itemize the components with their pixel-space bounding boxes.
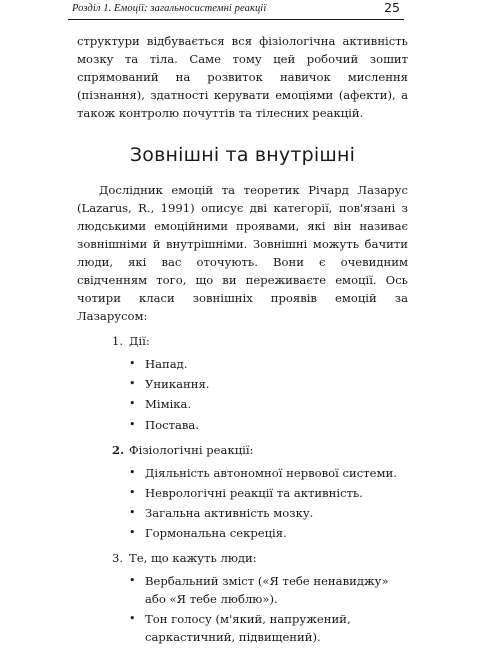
bullet-icon: • xyxy=(129,612,136,626)
list-item xyxy=(129,355,408,373)
class-number: 1. xyxy=(112,334,124,348)
list-item-text: Неврологічні реакції та активність. xyxy=(145,485,363,500)
section-heading: Зовнішні та внутрішні xyxy=(129,144,356,166)
bullet-icon: • xyxy=(129,526,136,540)
list-item xyxy=(129,572,408,608)
list-item xyxy=(129,524,408,542)
class-examples-list xyxy=(129,572,408,646)
class-examples-list xyxy=(129,355,408,434)
list-item-text: Напад. xyxy=(145,357,188,371)
intro-paragraph: структури відбувається вся фізіологічна активність мозку та тіла. Саме тому цей робочий зошит спрямований на розвиток навичок мислення (пізнання), здатності керувати емоціями (афекти), а також контролю почуттів та тілесних реакцій. xyxy=(77,34,408,120)
bullet-icon: • xyxy=(129,377,136,391)
bullet-icon: • xyxy=(129,397,136,411)
list-item xyxy=(129,375,408,393)
class-number: 3. xyxy=(112,551,124,566)
list-item-text: Гормональна секреція. xyxy=(145,526,287,541)
list-item xyxy=(129,484,408,502)
class-title: Фізіологічні реакції: xyxy=(129,442,254,457)
bullet-icon: • xyxy=(129,505,136,519)
class-number: 2. xyxy=(112,442,125,457)
running-title: Розділ 1. Емоції: загальносистемні реакції xyxy=(72,3,267,14)
bullet-icon: • xyxy=(129,417,136,431)
list-item-text: Уникання. xyxy=(145,377,210,392)
bullet-icon: • xyxy=(129,485,136,499)
list-item-text: Вербальний зміст («Я тебе ненавиджу» або «Я тебе люблю»). xyxy=(145,574,389,607)
list-item-text: Діяльність автономної нервової системи. xyxy=(145,465,397,480)
list-item xyxy=(129,395,408,413)
bullet-icon: • xyxy=(129,465,136,479)
list-item xyxy=(129,464,408,482)
list-item-text: Постава. xyxy=(145,417,200,432)
class-item xyxy=(77,549,408,646)
page-body xyxy=(77,32,408,653)
bullet-icon: • xyxy=(129,357,136,370)
class-title: Дії: xyxy=(129,334,150,348)
running-header xyxy=(68,2,404,20)
class-title: Те, що кажуть люди: xyxy=(129,551,257,566)
list-item xyxy=(129,504,408,522)
list-item-text: Загальна активність мозку. xyxy=(145,505,314,520)
bullet-icon: • xyxy=(129,574,136,588)
list-item-text: Тон голосу (м'який, напружений, саркастичний, підвищений). xyxy=(145,612,351,645)
expression-classes-list xyxy=(77,332,408,646)
list-item-text: Міміка. xyxy=(145,397,192,412)
list-item xyxy=(129,416,408,434)
page-number: 25 xyxy=(384,0,400,15)
class-item xyxy=(77,332,408,434)
lazarus-paragraph: Дослідник емоцій та теоретик Річард Лазарус (Lazarus, R., 1991) описує дві категорії, пов'язані з людськими емоційними проявами, які він називає зовнішніми й внутрішніми. Зовнішні можуть бачити люди, які вас оточують. Вони є очевидним свідченням того, що ви переживаєте емоції. Ось чотири класи зовнішніх проявів емоцій за Лазарусом: xyxy=(77,183,408,323)
class-examples-list xyxy=(129,464,408,543)
class-item xyxy=(77,441,408,543)
list-item xyxy=(129,610,408,646)
